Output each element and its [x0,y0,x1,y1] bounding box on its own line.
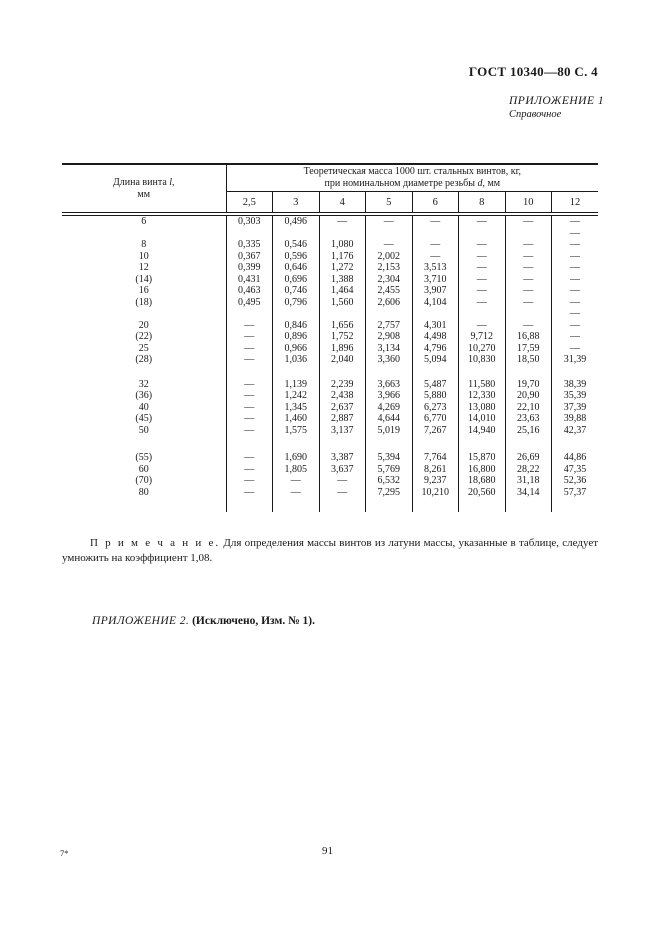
mass-cell [459,366,506,379]
table-row [62,475,598,487]
mass-cell: 1,460 [273,413,320,425]
mass-cell: 1,805 [273,464,320,476]
appendix1-title: ПРИЛОЖЕНИЕ 1 [509,95,605,107]
length-cell: (22) [135,331,153,342]
table-row [62,262,598,274]
mass-cell: 3,137 [319,425,366,437]
table-row [62,413,598,425]
mass-cell: — [319,214,366,228]
mass-cell: 1,752 [319,331,366,343]
mass-cell: 18,50 [505,354,552,366]
mass-cell: 0,399 [226,262,273,274]
mass-cell: 4,796 [412,343,459,355]
mass-cell: 35,39 [552,390,599,402]
mass-cell: 0,367 [226,251,273,263]
mass-cell: — [226,390,273,402]
mass-cell: 57,37 [552,487,599,499]
mass-cell: 3,387 [319,452,366,464]
mass-cell: — [366,214,413,228]
length-cell: (14) [135,273,153,285]
mass-cell [273,308,320,320]
mass-cell [412,498,459,512]
mass-cell: 5,394 [366,452,413,464]
table-row [62,251,598,263]
table-row [62,354,598,366]
mass-cell: — [319,475,366,487]
mass-cell: 6,273 [412,402,459,414]
mass-cell: 20,560 [459,487,506,499]
mass-cell: — [226,464,273,476]
mass-cell: — [552,308,599,320]
mass-cell [366,436,413,452]
mass-cell: — [459,320,506,332]
length-cell: (55) [135,452,153,463]
length-header-symbol: l, [169,176,175,188]
mass-cell: 10,830 [459,354,506,366]
mass-cell [459,498,506,512]
mass-cell: 0,495 [226,297,273,309]
mass-cell: — [226,413,273,425]
mass-cell: 9,237 [412,475,459,487]
length-cell: 25 [138,342,149,354]
mass-cell: 2,040 [319,354,366,366]
mass-cell [226,436,273,452]
mass-cell [459,228,506,240]
mass-cell: — [459,239,506,251]
mass-cell: 4,301 [412,320,459,332]
mass-cell: — [552,214,599,228]
page-number: 91 [322,845,333,857]
mass-cell: — [505,214,552,228]
mass-cell: 2,637 [319,402,366,414]
mass-cell: 0,596 [273,251,320,263]
mass-cell: 4,498 [412,331,459,343]
mass-cell: 6,532 [366,475,413,487]
mass-cell: — [226,331,273,343]
mass-cell [226,228,273,240]
mass-cell: — [459,297,506,309]
table-row [62,331,598,343]
mass-cell: 28,22 [505,464,552,476]
mass-cell: 0,966 [273,343,320,355]
length-cell: (70) [135,475,153,486]
mass-cell: — [459,262,506,274]
appendix1-subtitle: Справочное [509,109,562,120]
length-cell: (36) [135,390,153,401]
mass-cell: — [412,251,459,263]
mass-cell: 11,580 [459,379,506,391]
mass-cell [505,436,552,452]
appendix1-block [509,95,604,121]
mass-cell [412,436,459,452]
mass-cell: — [552,262,599,274]
mass-cell: 0,846 [273,320,320,332]
mass-cell: 1,242 [273,390,320,402]
table-row [62,343,598,355]
mass-cell: — [505,274,552,286]
mass-cell: 8,261 [412,464,459,476]
mass-cell: 0,646 [273,262,320,274]
mass-cell: — [505,239,552,251]
mass-cell: — [226,452,273,464]
mass-cell: 52,36 [552,475,599,487]
mass-cell [366,228,413,240]
length-header-text: Длина винта [112,176,167,188]
length-header-unit: мм [137,188,151,200]
mass-cell: 1,272 [319,262,366,274]
length-cell: 16 [138,285,149,296]
mass-cell: 3,360 [366,354,413,366]
mass-cell: — [226,379,273,391]
mass-cell: — [226,487,273,499]
mass-cell: 2,606 [366,297,413,309]
length-cell: (18) [135,296,153,308]
mass-cell: — [412,239,459,251]
mass-cell: 1,896 [319,343,366,355]
mass-cell: 16,800 [459,464,506,476]
mass-cell: 14,940 [459,425,506,437]
note-label: П р и м е ч а н и е. [90,537,221,549]
mass-cell: — [552,251,599,263]
mass-cell: 22,10 [505,402,552,414]
table-row [62,487,598,499]
mass-cell: — [226,320,273,332]
table-row [62,464,598,476]
mass-cell [226,308,273,320]
table-row [62,239,598,251]
mass-cell: 1,690 [273,452,320,464]
mass-cell: — [552,285,599,297]
mass-cell [273,366,320,379]
mass-cell: 12,330 [459,390,506,402]
mass-cell: — [273,475,320,487]
mass-cell: 2,455 [366,285,413,297]
table-row [62,425,598,437]
mass-cell: 4,104 [412,297,459,309]
mass-cell: 13,080 [459,402,506,414]
mass-cell [366,308,413,320]
mass-cell: 15,870 [459,452,506,464]
table-row [62,379,598,391]
length-cell: 6 [141,216,147,227]
mass-cell: — [505,320,552,332]
length-cell: 50 [138,424,149,436]
mass-table-wrapper [62,163,598,512]
mass-cell: 6,770 [412,413,459,425]
note-paragraph [62,536,598,566]
mass-cell: — [226,425,273,437]
mass-cell [319,366,366,379]
table-row [62,297,598,309]
table-row [62,452,598,464]
mass-cell: — [412,214,459,228]
mass-cell: 3,710 [412,274,459,286]
mass-cell: 0,796 [273,297,320,309]
mass-cell: — [459,214,506,228]
mass-cell: 2,304 [366,274,413,286]
length-cell: 60 [138,463,149,475]
mass-cell: 16,88 [505,331,552,343]
mass-cell: 26,69 [505,452,552,464]
length-cell: 80 [138,486,149,498]
table-row [62,402,598,414]
mass-cell: 19,70 [505,379,552,391]
length-cell: (45) [135,413,153,424]
mass-cell [319,228,366,240]
diameter-header: 6 [412,192,459,215]
length-cell [62,308,226,320]
appendix2-line [92,615,315,627]
mass-cell: 1,139 [273,379,320,391]
mass-cell: 3,134 [366,343,413,355]
mass-cell: 5,880 [412,390,459,402]
table-row [62,320,598,332]
length-cell: 32 [138,378,149,390]
diameter-header: 2,5 [226,192,273,215]
mass-cell: 2,239 [319,379,366,391]
length-column-header [62,164,226,214]
mass-cell: 1,036 [273,354,320,366]
mass-cell [552,436,599,452]
length-cell [62,228,226,240]
mass-cell [505,308,552,320]
mass-cell: 2,002 [366,251,413,263]
mass-cell: 23,63 [505,413,552,425]
mass-cell [505,498,552,512]
mass-cell: 38,39 [552,379,599,391]
mass-cell [273,498,320,512]
document-number-header: ГОСТ 10340—80 С. 4 [468,64,598,79]
mass-cell: 1,345 [273,402,320,414]
mass-cell: — [273,487,320,499]
table-gap-row [62,436,598,452]
mass-cell: 3,663 [366,379,413,391]
mass-cell: — [505,297,552,309]
mass-cell: 7,764 [412,452,459,464]
mass-cell: 9,712 [459,331,506,343]
span-header-line2: при номинальном диаметре резьбы d, мм [324,178,501,189]
mass-cell: 20,90 [505,390,552,402]
mass-cell: — [226,475,273,487]
mass-cell: 1,464 [319,285,366,297]
mass-cell [459,308,506,320]
mass-cell [226,498,273,512]
table-row [62,308,598,320]
mass-cell: 2,757 [366,320,413,332]
mass-cell: 1,560 [319,297,366,309]
mass-cell: — [459,285,506,297]
mass-cell: 1,388 [319,274,366,286]
mass-cell: 3,513 [412,262,459,274]
length-cell: (28) [135,354,153,365]
length-cell: 12 [138,262,149,273]
mass-cell: 42,37 [552,425,599,437]
diameter-header: 8 [459,192,506,215]
table-row [62,390,598,402]
mass-cell: 5,094 [412,354,459,366]
mass-cell: — [459,251,506,263]
mass-cell [412,366,459,379]
mass-cell: 0,496 [273,214,320,228]
mass-cell: — [319,487,366,499]
length-cell [62,366,226,379]
mass-cell: 2,908 [366,331,413,343]
table-row [62,274,598,286]
mass-cell [412,308,459,320]
mass-cell: 14,010 [459,413,506,425]
mass-cell: 31,18 [505,475,552,487]
mass-cell: 5,019 [366,425,413,437]
diameter-header: 4 [319,192,366,215]
note-text: Для определения массы винтов из латуни массы, указанные в таблице, следует умножить на коэффициент 1,08. [62,537,599,564]
mass-cell [412,228,459,240]
mass-cell: — [552,297,599,309]
diameter-header: 12 [552,192,599,215]
mass-cell [459,436,506,452]
mass-cell: — [226,343,273,355]
mass-cell: — [552,331,599,343]
mass-cell [505,366,552,379]
mass-cell: — [505,262,552,274]
mass-cell: 18,680 [459,475,506,487]
mass-cell [319,436,366,452]
mass-cell: 47,35 [552,464,599,476]
mass-cell [552,366,599,379]
length-cell: 20 [138,319,149,331]
diameter-header: 10 [505,192,552,215]
mass-cell: 5,769 [366,464,413,476]
mass-cell: 0,431 [226,274,273,286]
mass-cell: 4,644 [366,413,413,425]
mass-cell: — [552,320,599,332]
length-cell: 8 [141,239,147,250]
mass-cell: 0,746 [273,285,320,297]
mass-cell: 10,210 [412,487,459,499]
mass-cell: 2,887 [319,413,366,425]
diameter-header: 3 [273,192,320,215]
mass-cell: 0,303 [226,214,273,228]
mass-cell: — [226,402,273,414]
mass-cell: 0,463 [226,285,273,297]
table-row [62,214,598,228]
mass-cell: 1,575 [273,425,320,437]
mass-cell [505,228,552,240]
mass-cell: 4,269 [366,402,413,414]
mass-cell [273,436,320,452]
mass-cell: 3,966 [366,390,413,402]
mass-table [62,163,598,512]
appendix2-note: (Исключено, Изм. № 1). [192,615,315,627]
mass-cell: 2,153 [366,262,413,274]
mass-cell: — [226,354,273,366]
mass-cell: 0,896 [273,331,320,343]
mass-cell [319,308,366,320]
mass-cell: 34,14 [505,487,552,499]
table-body [62,214,598,512]
table-gap-row [62,498,598,512]
mass-cell: 25,16 [505,425,552,437]
table-header-row-top [62,164,598,192]
mass-cell: — [459,274,506,286]
mass-cell: — [552,274,599,286]
mass-cell [366,498,413,512]
mass-cell: 1,656 [319,320,366,332]
mass-cell: 3,907 [412,285,459,297]
span-header-line1: Теоретическая масса 1000 шт. стальных винтов, кг, [303,166,522,177]
mass-cell: — [552,239,599,251]
mass-cell: — [552,343,599,355]
mass-cell: 7,295 [366,487,413,499]
mass-cell: 1,176 [319,251,366,263]
mass-cell [226,366,273,379]
mass-cell: — [505,251,552,263]
mass-cell [552,498,599,512]
signature-mark: 7* [60,848,69,858]
mass-cell: 0,546 [273,239,320,251]
mass-cell: — [505,285,552,297]
mass-cell: 5,487 [412,379,459,391]
mass-cell: 0,335 [226,239,273,251]
mass-cell [366,366,413,379]
length-cell: 10 [138,250,149,262]
mass-cell: 44,86 [552,452,599,464]
mass-cell: 0,696 [273,274,320,286]
mass-cell: 1,080 [319,239,366,251]
length-cell [62,498,226,512]
diameter-header: 5 [366,192,413,215]
mass-span-header [226,164,598,192]
mass-cell: 31,39 [552,354,599,366]
mass-cell [273,228,320,240]
mass-cell: 10,270 [459,343,506,355]
mass-cell: 2,438 [319,390,366,402]
mass-cell [319,498,366,512]
mass-cell: 39,88 [552,413,599,425]
table-row [62,228,598,240]
mass-cell: 7,267 [412,425,459,437]
length-cell: 40 [138,401,149,413]
mass-cell: — [366,239,413,251]
mass-cell: 37,39 [552,402,599,414]
length-cell [62,436,226,452]
appendix2-title: ПРИЛОЖЕНИЕ 2. [92,615,190,627]
mass-cell: — [552,228,599,240]
table-row [62,285,598,297]
mass-cell: 17,59 [505,343,552,355]
mass-cell: 3,637 [319,464,366,476]
table-gap-row [62,366,598,379]
